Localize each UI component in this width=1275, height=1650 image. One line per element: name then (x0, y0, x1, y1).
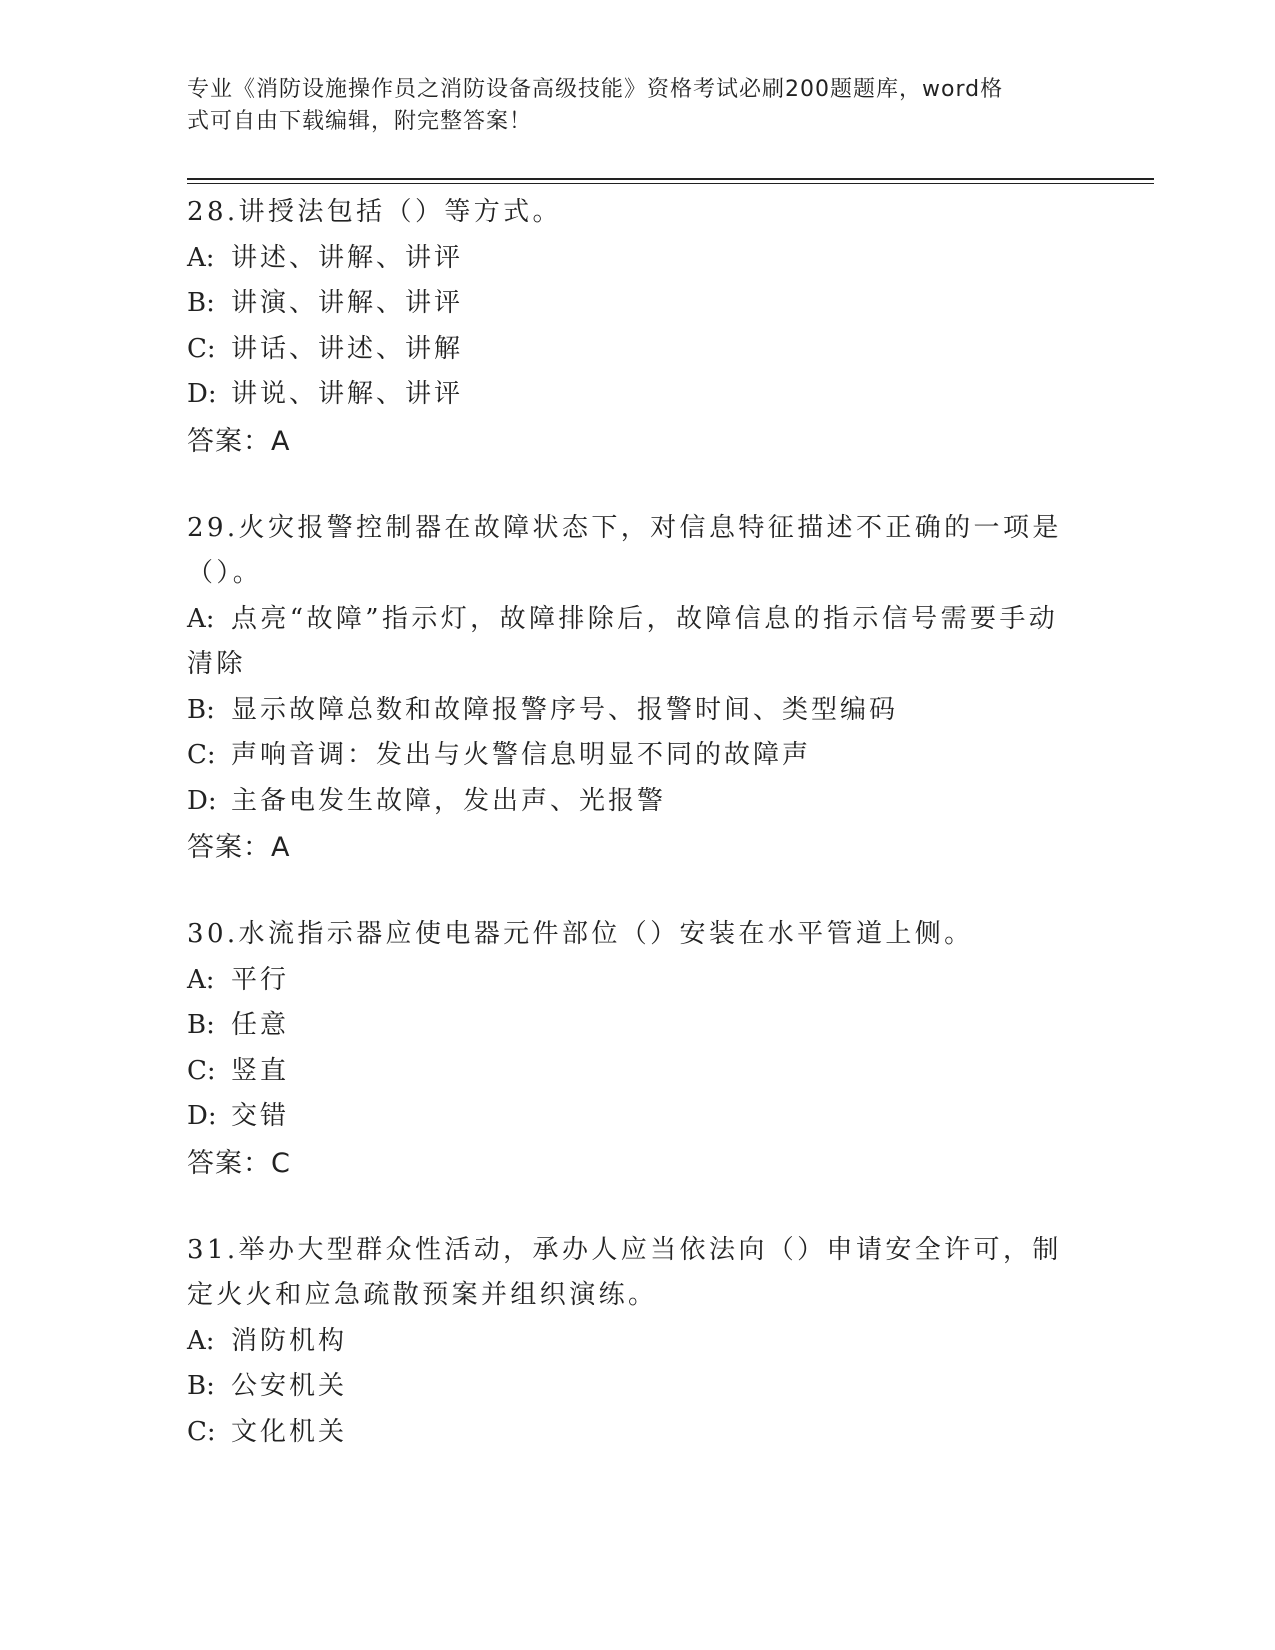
option-key: B: (187, 1010, 215, 1040)
question-list (187, 190, 1087, 1495)
option-text: 公安机关 (231, 1371, 348, 1401)
option-a (187, 597, 1067, 688)
option-key: C: (187, 333, 216, 364)
option-key: C: (187, 1055, 216, 1086)
question-text: 31.举办大型群众性活动，承办人应当依法向（）申请安全许可，制定火火和应急疏散预案并组织演练。 (187, 1234, 1062, 1310)
option-c (187, 327, 1087, 373)
option-text: 讲述、讲解、讲评 (231, 242, 464, 273)
header-line-2: 式可自由下载编辑，附完整答案！ (187, 109, 533, 134)
option-c (187, 1410, 1087, 1456)
document-header (187, 74, 1067, 138)
option-d (187, 1094, 1087, 1140)
option-text: 显示故障总数和故障报警序号、报警时间、类型编码 (231, 694, 899, 725)
option-c (187, 733, 1087, 779)
option-text: 讲说、讲解、讲评 (231, 379, 464, 409)
option-text: 平行 (231, 964, 290, 995)
option-key: D: (187, 379, 217, 409)
answer-line: 答案：A (187, 425, 291, 457)
answer-line: 答案：A (187, 832, 291, 863)
header-divider-thin (187, 183, 1154, 184)
option-text: 任意 (231, 1010, 290, 1040)
answer-line: 答案：C (187, 1147, 291, 1179)
option-text: 主备电发生故障，发出声、光报警 (231, 785, 667, 816)
option-key: C: (187, 1416, 216, 1447)
question-30 (187, 912, 1087, 1188)
option-b (187, 688, 1087, 734)
option-b (187, 281, 1087, 327)
option-b (187, 1364, 1087, 1410)
option-key: A: (187, 964, 215, 995)
question-29 (187, 506, 1087, 873)
option-key: B: (187, 288, 215, 318)
option-key: B: (187, 694, 215, 725)
question-text: 29.火灾报警控制器在故障状态下，对信息特征描述不正确的一项是（）。 (187, 512, 1062, 588)
option-key: A: (187, 603, 215, 634)
option-d (187, 372, 1087, 418)
option-key: A: (187, 1325, 215, 1356)
option-key: A: (187, 242, 215, 273)
option-text: 交错 (231, 1101, 290, 1131)
option-text: 消防机构 (231, 1325, 348, 1356)
option-c (187, 1049, 1087, 1095)
option-key: C: (187, 740, 216, 770)
option-text: 讲话、讲述、讲解 (231, 333, 464, 364)
option-text: 竖直 (231, 1055, 290, 1086)
option-a (187, 958, 1087, 1004)
option-key: B: (187, 1371, 215, 1401)
option-a (187, 1319, 1087, 1365)
header-line-1: 专业《消防设施操作员之消防设备高级技能》资格考试必刷200题题库，word格 (187, 77, 1004, 102)
option-key: D: (187, 1101, 217, 1131)
question-text: 30.水流指示器应使电器元件部位（）安装在水平管道上侧。 (187, 919, 974, 949)
option-b (187, 1003, 1087, 1049)
header-divider-thick (187, 178, 1154, 180)
option-key: D: (187, 785, 217, 816)
option-text: 声响音调：发出与火警信息明显不同的故障声 (231, 740, 812, 770)
question-31 (187, 1228, 1087, 1456)
option-d (187, 779, 1087, 825)
option-text: 文化机关 (231, 1416, 348, 1447)
option-text: 点亮“故障”指示灯，故障排除后，故障信息的指示信号需要手动清除 (187, 603, 1059, 679)
question-28 (187, 190, 1087, 466)
option-text: 讲演、讲解、讲评 (231, 288, 464, 318)
option-a (187, 236, 1087, 282)
question-text: 28.讲授法包括（）等方式。 (187, 197, 562, 227)
